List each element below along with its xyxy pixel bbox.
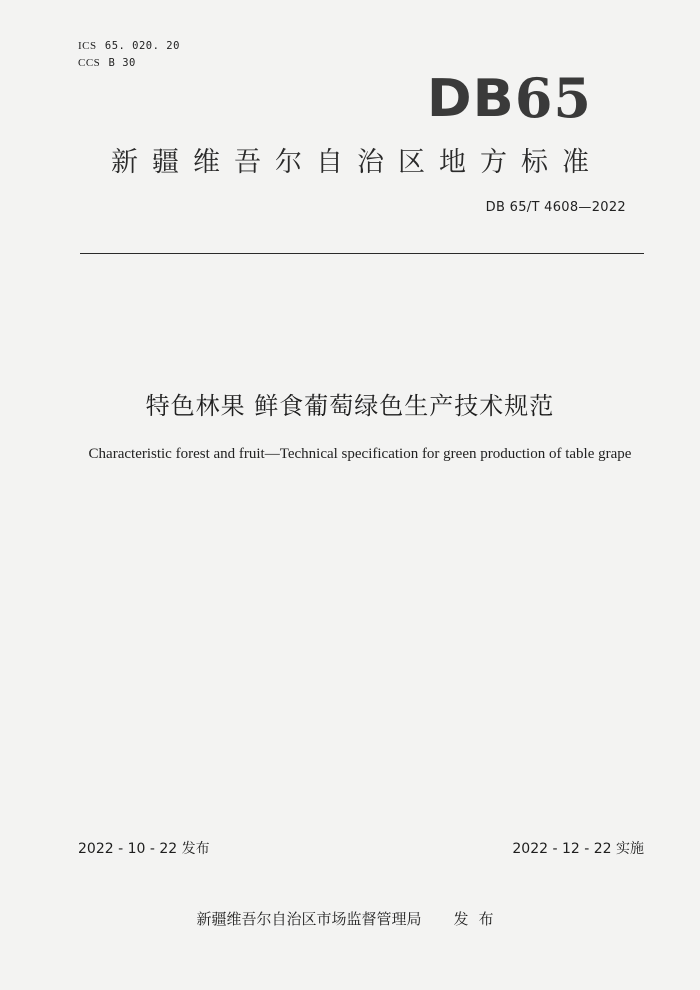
header-divider bbox=[80, 253, 644, 254]
db-logo-number: 65 bbox=[514, 66, 592, 130]
standard-type-heading: 新疆维吾尔自治区地方标准 bbox=[111, 147, 603, 178]
db-logo bbox=[427, 66, 592, 130]
ics-classification bbox=[78, 40, 180, 52]
ccs-label: CCS bbox=[78, 57, 101, 69]
implementation-date: 2022 - 12 - 22 实施 bbox=[512, 841, 644, 857]
issuer-action: 发布 bbox=[453, 910, 504, 928]
title-chinese: 特色林果 鲜食葡萄绿色生产技术规范 bbox=[145, 392, 555, 420]
ccs-classification bbox=[78, 57, 136, 69]
ccs-value: B 30 bbox=[108, 57, 136, 69]
issue-date: 2022 - 10 - 22 发布 bbox=[78, 841, 210, 857]
issuer-line bbox=[0, 908, 700, 929]
db-logo-letters: DB bbox=[426, 68, 515, 129]
ics-value: 65. 020. 20 bbox=[104, 40, 180, 52]
ics-label: ICS bbox=[78, 40, 97, 52]
title-english: Characteristic forest and fruit—Technical specification for green production of table grape bbox=[88, 446, 632, 462]
standard-code: DB 65/T 4608—2022 bbox=[485, 200, 626, 215]
issuer-name: 新疆维吾尔自治区市场监督管理局 bbox=[196, 910, 422, 928]
